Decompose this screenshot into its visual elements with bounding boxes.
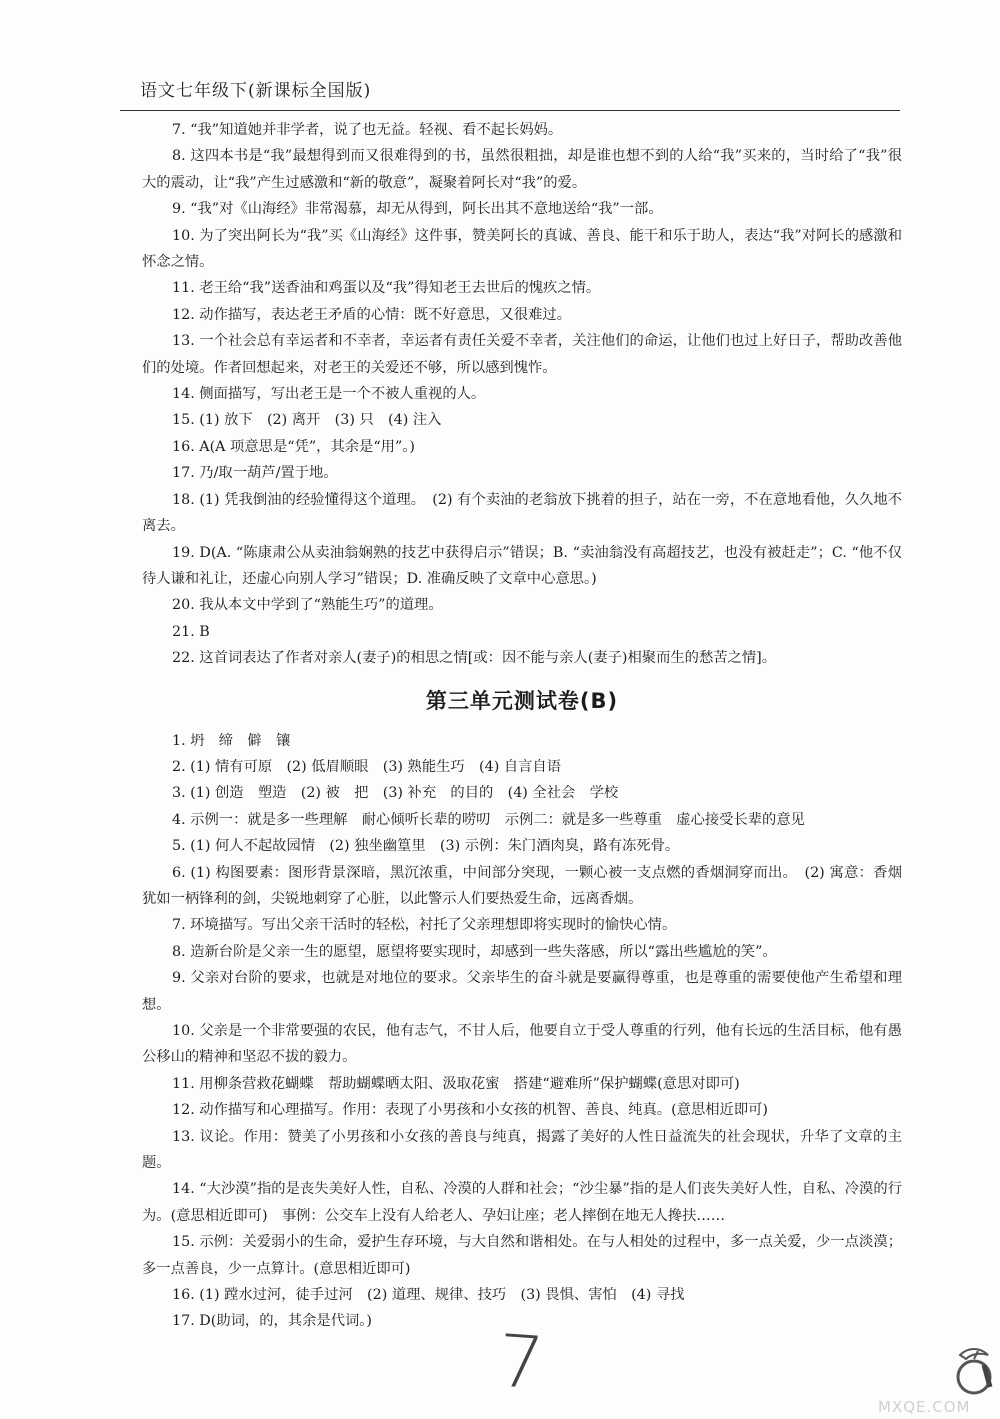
answer-item: 6. (1) 构图要素：图形背景深暗，黑沉浓重，中间部分突现，一颗心被一支点燃的香烟洞穿而出。 (2) 寓意：香烟犹如一柄锋利的剑，尖锐地刺穿了心脏，以此警示人们要热爱生命，远离香烟。 bbox=[142, 864, 902, 907]
answer-item: 10. 父亲是一个非常要强的农民，他有志气，不甘人后，他要自立于受人尊重的行列，他有长远的生活目标，他有愚公移山的精神和坚忍不拔的毅力。 bbox=[142, 1023, 902, 1066]
answer-item: 12. 动作描写，表达老王矛盾的心情：既不好意思，又很难过。 bbox=[172, 306, 571, 323]
page-header: 语文七年级下(新课标全国版) bbox=[140, 81, 372, 101]
answer-item: 7. “我”知道她并非学者，说了也无益。轻视、看不起长妈妈。 bbox=[172, 122, 563, 138]
answer-item: 11. 用柳条营救花蝴蝶 帮助蝴蝶晒太阳、汲取花蜜 搭建“避难所”保护蝴蝶(意思对即可) bbox=[172, 1075, 740, 1092]
answer-item: 16. A(A 项意思是“凭”，其余是“用”。) bbox=[172, 438, 415, 455]
answer-item: 15. (1) 放下 (2) 离开 (3) 只 (4) 注入 bbox=[172, 412, 442, 429]
handwritten-page-number: 7 bbox=[495, 1318, 547, 1406]
answer-item: 10. 为了突出阿长为“我”买《山海经》这件事，赞美阿长的真诚、善良、能干和乐于助人，表达“我”对阿长的感激和怀念之情。 bbox=[142, 227, 902, 271]
answer-item: 1. 坍 缔 僻 镶 bbox=[172, 732, 291, 749]
answer-item: 9. “我”对《山海经》非常渴慕，却无从得到，阿长出其不意地送给“我”一部。 bbox=[172, 201, 663, 218]
answers-part2 bbox=[142, 728, 902, 1335]
answer-item: 14. “大沙漠”指的是丧失美好人性，自私、冷漠的人群和社会；“沙尘暴”指的是人们丧失美好人性，自私、冷漠的行为。(意思相近即可) 事例：公交车上没有人给老人、孕妇让座；老人摔倒在地无人搀扶…… bbox=[142, 1181, 902, 1224]
answer-item: 13. 议论。作用：赞美了小男孩和小女孩的善良与纯真，揭露了美好的人性日益流失的社会现状，升华了文章的主题。 bbox=[142, 1128, 902, 1172]
answer-item: 20. 我从本文中学到了“熟能生巧”的道理。 bbox=[172, 597, 443, 614]
answer-item: 17. 乃/取一葫芦/置于地。 bbox=[172, 465, 338, 482]
answer-item: 7. 环境描写。写出父亲干活时的轻松，衬托了父亲理想即将实现时的愉快心情。 bbox=[172, 917, 677, 934]
answer-item: 12. 动作描写和心理描写。作用：表现了小男孩和小女孩的机智、善良、纯真。(意思相近即可) bbox=[172, 1102, 769, 1119]
answer-item: 8. 造新台阶是父亲一生的愿望，愿望将要实现时，却感到一些失落感，所以“露出些尴尬的笑”。 bbox=[172, 943, 777, 960]
section-title: 第三单元测试卷(B) bbox=[425, 688, 619, 713]
answer-item: 9. 父亲对台阶的要求，也就是对地位的要求。父亲毕生的奋斗就是要赢得尊重，也是尊重的需要使他产生希望和理想。 bbox=[142, 970, 902, 1013]
answer-item: 19. D(A. “陈康肃公从卖油翁娴熟的技艺中获得启示”错误；B. “卖油翁没有高超技艺，也没有被赶走”；C. “他不仅待人谦和礼让，还虚心向别人学习”错误；D. 准确反映了文章中心意思。) bbox=[142, 544, 902, 587]
answer-item: 22. 这首词表达了作者对亲人(妻子)的相思之情[或：因不能与亲人(妻子)相聚而生的愁苦之情]。 bbox=[172, 650, 777, 667]
answers-part1 bbox=[142, 117, 902, 672]
answer-item: 5. (1) 何人不起故园情 (2) 独坐幽篁里 (3) 示例：朱门酒肉臭，路有冻死骨。 bbox=[172, 838, 680, 855]
answer-item: 17. D(助词，的，其余是代词。) bbox=[172, 1313, 373, 1330]
answer-item: 13. 一个社会总有幸运者和不幸者，幸运者有责任关爱不幸者，关注他们的命运，让他们也过上好日子，帮助改善他们的处境。作者回想起来，对老王的关爱还不够，所以感到愧怍。 bbox=[142, 333, 902, 376]
header-divider bbox=[120, 110, 900, 111]
answer-item: 21. B bbox=[172, 623, 210, 640]
answer-content bbox=[142, 117, 902, 1335]
answer-item: 3. (1) 创造 塑造 (2) 被 把 (3) 补充 的目的 (4) 全社会 学校 bbox=[172, 785, 619, 802]
answer-item: 18. (1) 凭我倒油的经验懂得这个道理。 (2) 有个卖油的老翁放下挑着的担子，站在一旁，不在意地看他，久久地不离去。 bbox=[142, 491, 902, 535]
answer-item: 11. 老王给“我”送香油和鸡蛋以及“我”得知老王去世后的愧疚之情。 bbox=[172, 280, 601, 297]
answer-item: 15. 示例：关爱弱小的生命，爱护生存环境，与大自然和谐相处。在与人相处的过程中，多一点关爱，少一点淡漠；多一点善良，少一点算计。(意思相近即可) bbox=[142, 1234, 902, 1277]
answer-item: 8. 这四本书是“我”最想得到而又很难得到的书，虽然很粗拙，却是谁也想不到的人给“我”买来的，当时给了“我”很大的震动，让“我”产生过感激和“新的敬意”，凝聚着阿长对“我”的爱。 bbox=[142, 148, 902, 191]
answer-item: 16. (1) 蹚水过河，徒手过河 (2) 道理、规律、技巧 (3) 畏惧、害怕 (4) 寻找 bbox=[172, 1287, 685, 1304]
answer-item: 14. 侧面描写，写出老王是一个不被人重视的人。 bbox=[172, 386, 486, 403]
answer-item: 2. (1) 情有可原 (2) 低眉顺眼 (3) 熟能生巧 (4) 自言自语 bbox=[172, 758, 562, 775]
answer-item: 4. 示例一：就是多一些理解 耐心倾听长辈的唠叨 示例二：就是多一些尊重 虚心接受长辈的意见 bbox=[172, 811, 805, 828]
watermark-text: MXQE.COM bbox=[878, 1398, 971, 1416]
